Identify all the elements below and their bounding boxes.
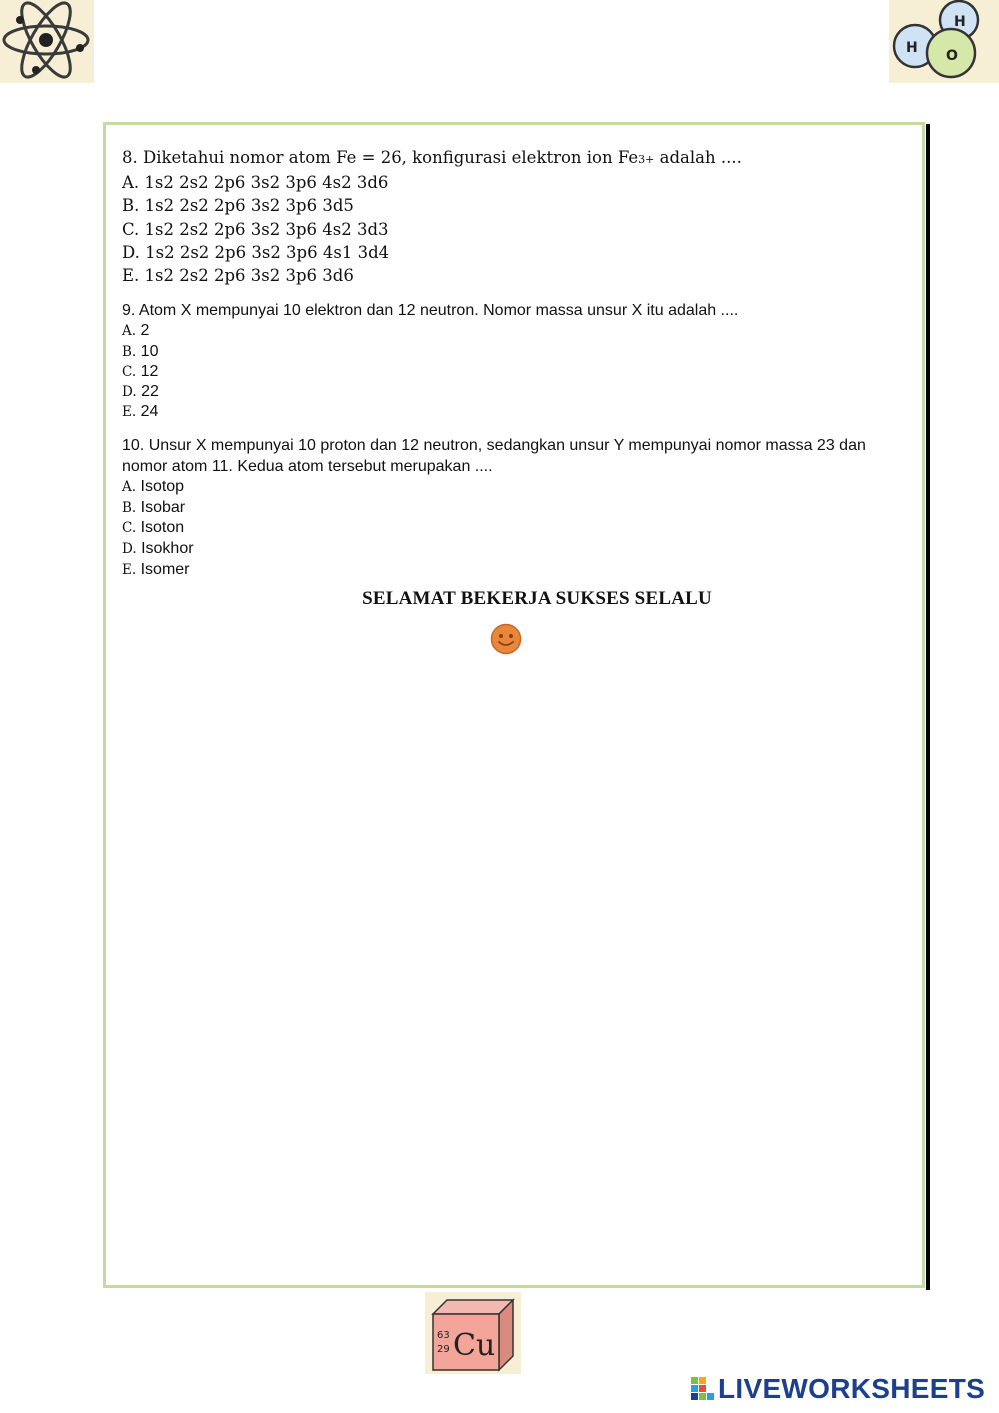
water-molecule-icon bbox=[889, 0, 999, 83]
question-8-option-a[interactable]: A. 1s2 2s2 2p6 3s2 3p6 4s2 3d6 bbox=[122, 173, 389, 193]
liveworksheets-brand[interactable] bbox=[690, 1372, 985, 1406]
atom-icon bbox=[0, 0, 94, 83]
smiley-icon bbox=[490, 623, 522, 655]
question-9-option-d[interactable]: D. 22 bbox=[122, 383, 159, 401]
question-9-option-e[interactable]: E. 24 bbox=[122, 403, 159, 421]
worksheet-content bbox=[122, 146, 902, 581]
question-10-stem: 10. Unsur X mempunyai 10 proton dan 12 neutron, sedangkan unsur Y mempunyai nomor massa 23 dan nomor atom 11. Kedua atom tersebut merupakan .... bbox=[122, 437, 866, 475]
frame-shadow bbox=[926, 124, 930, 1290]
question-10 bbox=[122, 436, 902, 580]
question-10-option-b[interactable]: B. Isobar bbox=[122, 498, 186, 516]
question-8-option-b[interactable]: B. 1s2 2s2 2p6 3s2 3p6 3d5 bbox=[122, 196, 354, 216]
question-10-option-c[interactable]: C. Isoton bbox=[122, 519, 185, 537]
question-8-stem bbox=[122, 146, 902, 171]
question-8-option-c[interactable]: C. 1s2 2s2 2p6 3s2 3p6 4s2 3d3 bbox=[122, 219, 389, 239]
water-molecule-decoration bbox=[889, 0, 999, 83]
question-9-stem: 9. Atom X mempunyai 10 elektron dan 12 neutron. Nomor massa unsur X itu adalah .... bbox=[122, 302, 739, 320]
question-9-option-a[interactable]: A. 2 bbox=[122, 322, 150, 340]
atom-decoration bbox=[0, 0, 94, 83]
liveworksheets-logo-icon bbox=[690, 1376, 716, 1402]
cu-mass-number: 63 bbox=[437, 1330, 450, 1341]
question-8-stem-end: adalah .... bbox=[654, 148, 742, 167]
h2o-label-h2: H bbox=[906, 40, 918, 56]
question-8 bbox=[122, 146, 902, 287]
copper-cube-icon bbox=[425, 1292, 521, 1374]
cu-symbol: Cu bbox=[453, 1328, 496, 1363]
question-10-option-d[interactable]: D. Isokhor bbox=[122, 540, 194, 558]
closing-message: SELAMAT BEKERJA SUKSES SELALU bbox=[362, 588, 712, 609]
question-8-option-d[interactable]: D. 1s2 2s2 2p6 3s2 3p6 4s1 3d4 bbox=[122, 242, 390, 262]
question-9 bbox=[122, 301, 902, 422]
copper-cube-decoration bbox=[425, 1292, 521, 1374]
charge-superscript: 3+ bbox=[638, 153, 655, 166]
question-9-option-c[interactable]: C. 12 bbox=[122, 362, 159, 380]
brand-name: LIVEWORKSHEETS bbox=[718, 1373, 986, 1404]
cu-atomic-number: 29 bbox=[437, 1344, 450, 1355]
h2o-label-h1: H bbox=[954, 14, 966, 30]
h2o-label-o: O bbox=[946, 48, 958, 64]
question-8-stem-text: 8. Diketahui nomor atom Fe = 26, konfigurasi elektron ion Fe bbox=[122, 148, 639, 167]
question-10-option-a[interactable]: A. Isotop bbox=[122, 477, 185, 495]
question-8-option-e[interactable]: E. 1s2 2s2 2p6 3s2 3p6 3d6 bbox=[122, 266, 354, 286]
question-10-option-e[interactable]: E. Isomer bbox=[122, 561, 190, 579]
question-9-option-b[interactable]: B. 10 bbox=[122, 342, 159, 360]
